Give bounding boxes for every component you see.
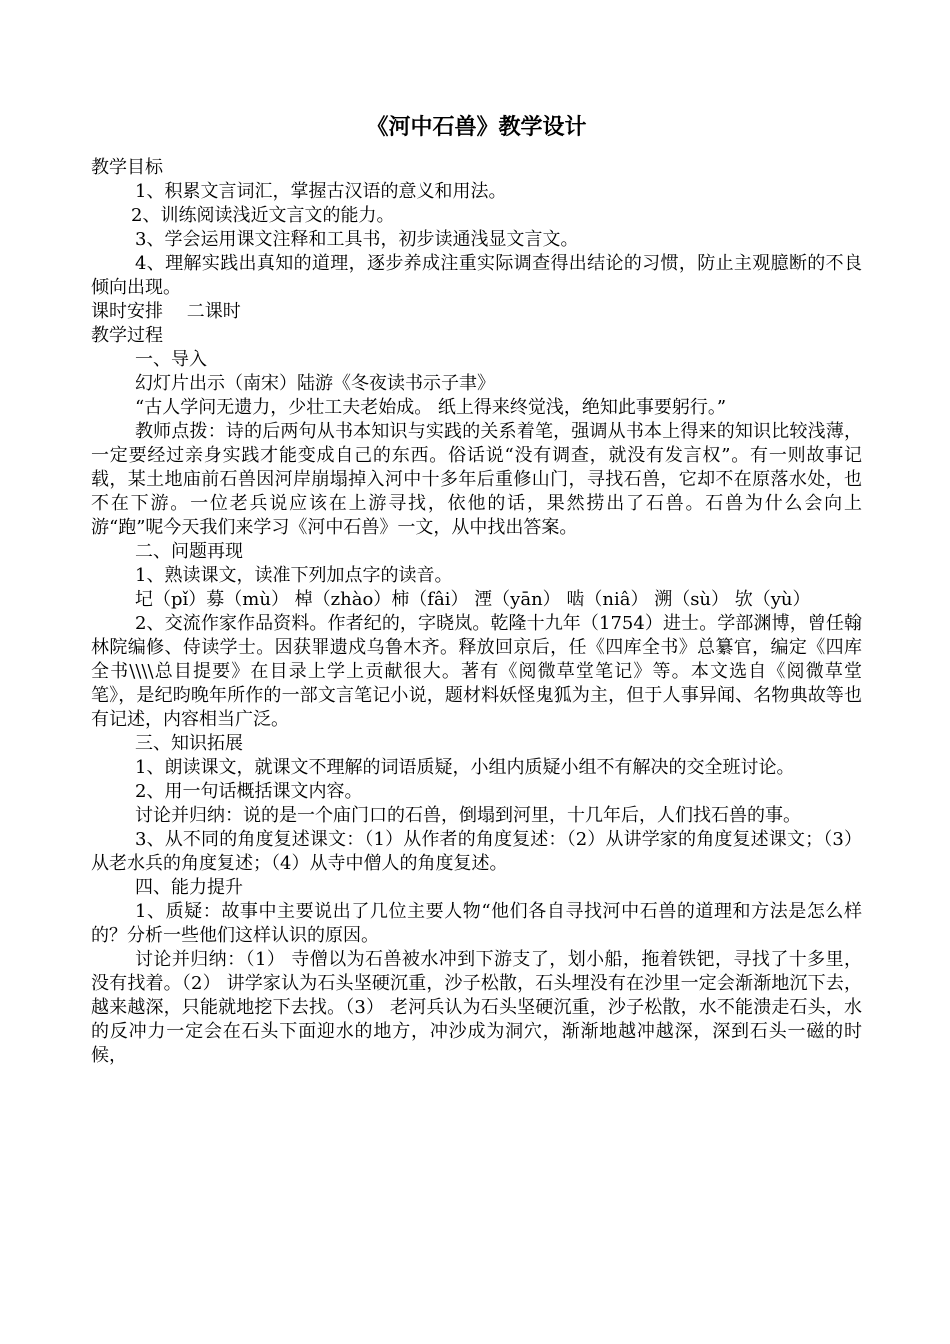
paragraph: “古人学问无遗力，少壮工夫老始成。 纸上得来终觉浅，绝知此事要躬行。” [135, 397, 727, 418]
paragraph: 3、学会运用课文注释和工具书，初步读通浅显文言文。 [135, 229, 579, 250]
paragraph: 2、用一句话概括课文内容。 [135, 781, 363, 802]
paragraph: 3、从不同的角度复述课文：（1）从作者的角度复述：（2）从讲学家的角度复述课文；（3）从老水兵的角度复述；（4）从寺中僧人的角度复述。 [91, 829, 862, 874]
paragraph: 圮（pǐ）募（mù） 棹（zhào）柿（fâi） 湮（yān） 啮（niâ） 溯（sù） 欤（yù） [135, 589, 811, 610]
paragraph: 2、交流作家作品资料。作者纪的，字晓岚。乾隆十九年（1754）进士。学部渊博，曾任翰林院编修、侍读学士。因获罪遗戍乌鲁木齐。释放回京后，任《四库全书》总纂官，编定《四库全书\\\\总目提要》在目录上学上贡献很大。著有《阅微草堂笔记》等。本文选自《阅微草堂笔》，是纪昀晚年所作的一部文言笔记小说，题材料妖怪鬼狐为主，但于人事异闻、名物典故等也有记述，内容相当广泛。 [91, 613, 862, 730]
paragraph: 教学目标 [91, 157, 163, 178]
paragraph: 教学过程 [91, 325, 163, 346]
paragraph: 1、积累文言词汇，掌握古汉语的意义和用法。 [135, 181, 507, 202]
paragraph: 1、朗读课文，就课文不理解的词语质疑，小组内质疑小组不有解决的交全班讨论。 [135, 757, 795, 778]
paragraph: 2、训练阅读浅近文言文的能力。 [131, 205, 395, 226]
document-title: 《河中石兽》教学设计 [366, 114, 587, 140]
paragraph: 幻灯片出示（南宋）陆游《冬夜读书示子聿》 [135, 373, 495, 394]
paragraph: 课时安排 二课时 [91, 301, 241, 322]
paragraph: 4、理解实践出真知的道理，逐步养成注重实际调查得出结论的习惯，防止主观臆断的不良倾向出现。 [91, 253, 862, 298]
paragraph: 一、导入 [135, 349, 207, 370]
paragraph: 四、能力提升 [135, 877, 243, 898]
paragraph: 二、问题再现 [135, 541, 243, 562]
paragraph: 讨论并归纳：（1） 寺僧以为石兽被水冲到下游支了，划小船，拖着铁钯，寻找了十多里，没有找着。（2） 讲学家认为石头坚硬沉重，沙子松散，石头埋没有在沙里一定会渐渐地沉下去，越来越深，只能就地挖下去找。（3） 老河兵认为石头坚硬沉重，沙子松散，水不能溃走石头，水的反冲力一定会在石头下面迎水的地方，冲沙成为洞穴，渐渐地越冲越深，深到石头一磁的时候， [91, 949, 862, 1066]
paragraph: 1、质疑：故事中主要说出了几位主要人物“他们各自寻找河中石兽的道理和方法是怎么样的？分析一些他们这样认识的原因。 [91, 901, 862, 946]
paragraph: 教师点拨：诗的后两句从书本知识与实践的关系着笔，强调从书本上得来的知识比较浅薄，一定要经过亲身实践才能变成自己的东西。俗话说“没有调查，就没有发言权”。有一则故事记载，某土地庙前石兽因河岸崩塌掉入河中十多年后重修山门，寻找石兽，它却不在原落水处，也不在下游。一位老兵说应该在上游寻找，依他的话，果然捞出了石兽。石兽为什么会向上游“跑”呢今天我们来学习《河中石兽》一文，从中找出答案。 [91, 421, 862, 538]
paragraph: 1、熟读课文，读准下列加点字的读音。 [135, 565, 453, 586]
document-body [91, 156, 862, 1068]
paragraph: 讨论并归纳：说的是一个庙门口的石兽，倒塌到河里，十几年后，人们找石兽的事。 [135, 805, 801, 826]
paragraph: 三、知识拓展 [135, 733, 243, 754]
